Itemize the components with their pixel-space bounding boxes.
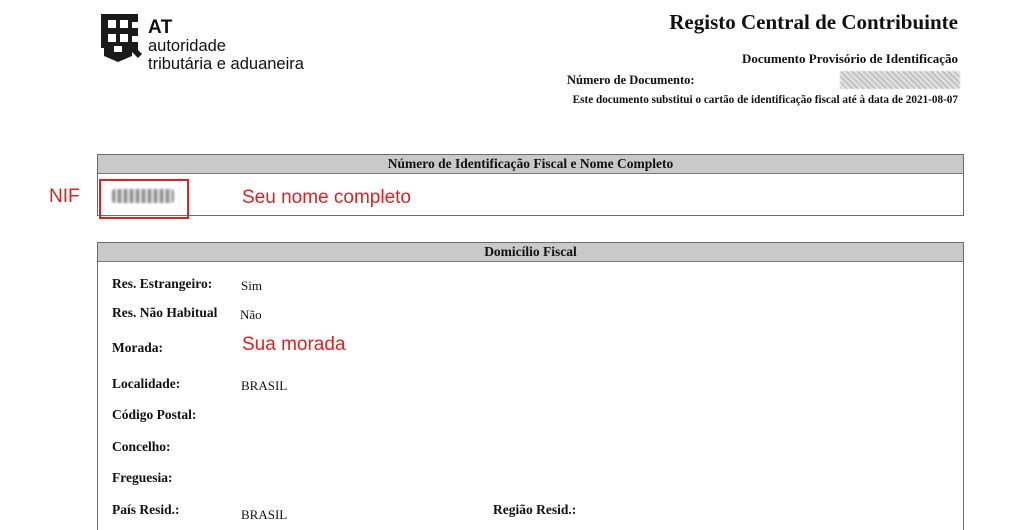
concelho-label: Concelho: <box>112 439 171 454</box>
document-number-redacted <box>840 71 960 89</box>
regiao-resid-label: Região Resid.: <box>493 502 577 517</box>
logo-line-3: tributária e aduaneira <box>148 55 304 73</box>
validity-notice: Este documento substitui o cartão de identificação fiscal até à data de 2021-08-07 <box>572 94 958 106</box>
res-nao-habitual-value: Não <box>240 307 262 322</box>
pais-resid-value: BRASIL <box>241 507 288 522</box>
res-estrangeiro-label: Res. Estrangeiro: <box>112 276 213 291</box>
address-annotation: Sua morada <box>242 334 346 355</box>
document-title: Registo Central de Contribuinte <box>669 10 958 34</box>
name-annotation: Seu nome completo <box>242 187 411 208</box>
domicilio-fiscal-section <box>97 242 964 530</box>
at-emblem-icon <box>98 12 144 64</box>
localidade-value: BRASIL <box>241 378 288 393</box>
logo-line-2: autoridade <box>148 37 226 55</box>
document-subtitle: Documento Provisório de Identificação <box>741 51 958 66</box>
res-nao-habitual-label: Res. Não Habitual <box>112 305 218 320</box>
localidade-label: Localidade: <box>112 376 181 391</box>
morada-label: Morada: <box>112 340 163 355</box>
logo-line-1: AT <box>148 17 173 38</box>
codigo-postal-label: Código Postal: <box>112 407 197 422</box>
res-estrangeiro-value: Sim <box>241 278 262 293</box>
nif-highlight-box <box>99 179 189 219</box>
at-logo-text <box>148 19 304 73</box>
domicilio-section-header: Domicílio Fiscal <box>98 243 963 262</box>
nif-section-header: Número de Identificação Fiscal e Nome Completo <box>98 155 963 174</box>
freguesia-label: Freguesia: <box>112 470 173 485</box>
nif-name-section <box>97 154 964 216</box>
nif-annotation: NIF <box>49 186 80 207</box>
document-number-label: Número de Documento: <box>567 73 695 87</box>
pais-resid-label: País Resid.: <box>112 502 180 517</box>
